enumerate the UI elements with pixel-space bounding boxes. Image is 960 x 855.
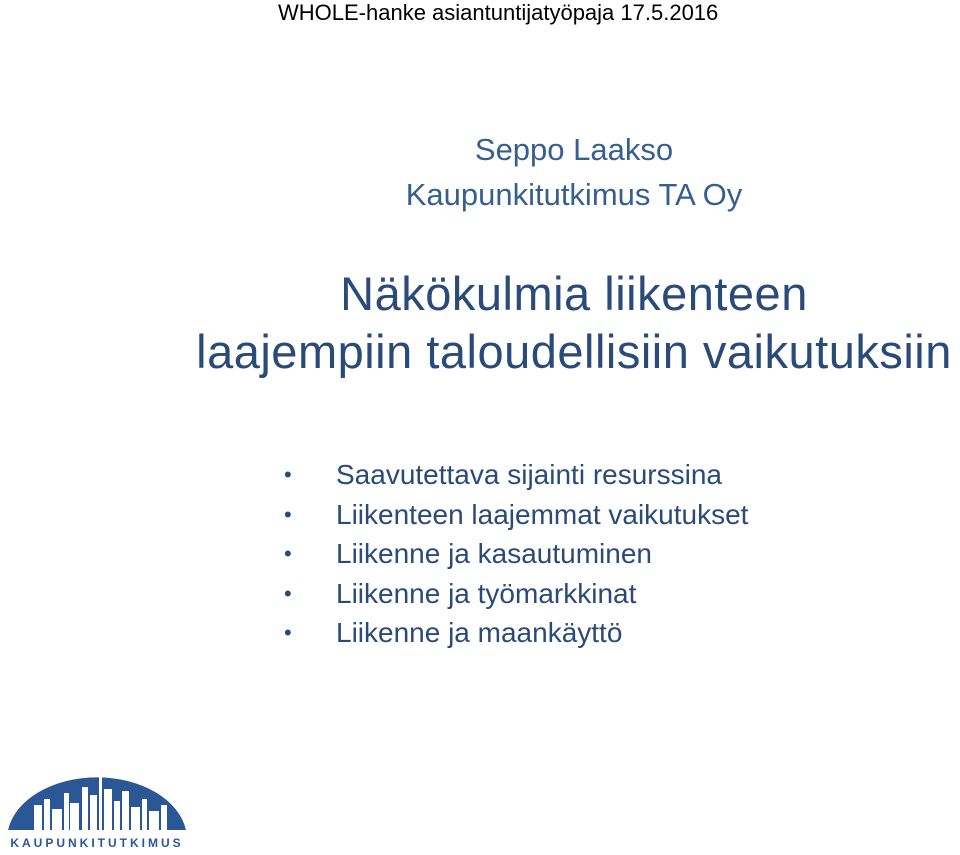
bullet-text: Liikenne ja maankäyttö [336,617,623,648]
slide-title-line-1: Näkökulmia liikenteen [340,267,808,320]
bullet-text: Saavutettava sijainti resurssina [336,459,722,490]
bullet-item [284,574,748,614]
author-organization: Kaupunkitutkimus TA Oy [405,177,743,212]
logo-text: KAUPUNKITUTKIMUS [10,836,184,850]
city-skyline-logo-icon [0,765,200,855]
slide-title [0,265,960,381]
bullet-dot-icon: • [284,580,292,606]
bullet-dot-icon: • [284,501,292,527]
event-header: WHOLE-hanke asiantuntijatyöpaja 17.5.2016 [278,0,719,25]
bullet-list [284,455,748,653]
bullet-text: Liikenteen laajemmat vaikutukset [336,498,749,530]
bullet-text: Liikenne ja kasautuminen [336,538,652,569]
bullet-item [284,455,748,495]
bullet-item [284,495,748,535]
author-name: Seppo Laakso [474,132,674,167]
bullet-item [284,613,748,653]
bullet-dot-icon: • [284,541,292,566]
bullet-dot-icon: • [284,462,292,487]
slide-title-line-2: laajempiin taloudellisiin vaikutuksiin [196,325,952,378]
bullet-item [284,534,748,574]
bullet-dot-icon: • [284,620,292,645]
bullet-text: Liikenne ja työmarkkinat [336,577,637,609]
